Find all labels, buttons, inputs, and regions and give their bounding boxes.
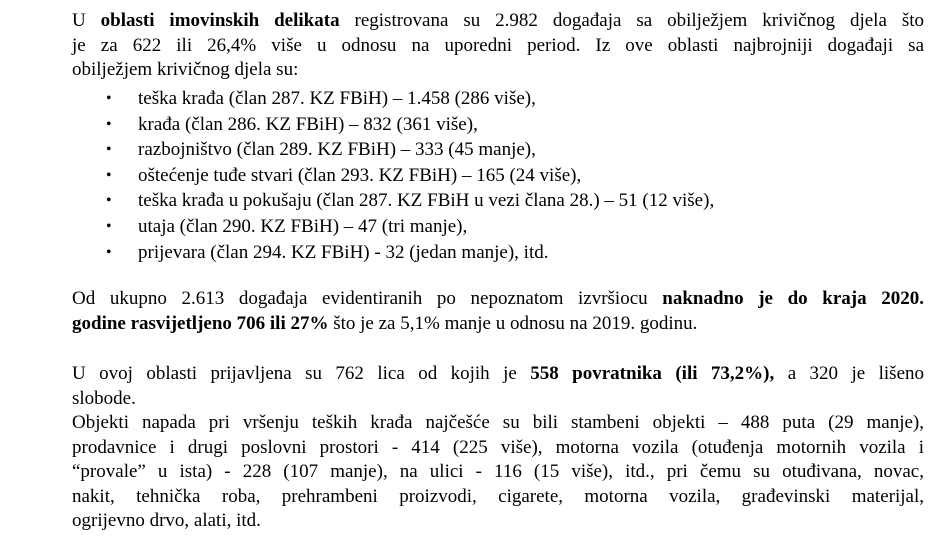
paragraph-persons-reported <box>72 362 924 411</box>
list-item <box>72 112 714 138</box>
list-item <box>72 86 714 112</box>
para4-line2: prodavnice i drugi poslovni prostori - 414 (225 više), motorna vozila (otuđenja motornih vozila i <box>72 436 924 458</box>
para3-line2: slobode. <box>72 387 136 409</box>
list-item-text: teška krađa (član 287. KZ FBiH) – 1.458 (286 više), <box>138 88 536 109</box>
para1-line1 <box>72 9 924 34</box>
crime-list <box>72 86 714 265</box>
para1-lead: U <box>72 10 101 31</box>
para1-line1-rest: registrovana su 2.982 događaja sa obilježjem krivičnog djela što <box>339 10 924 31</box>
bullet-icon: • <box>106 166 112 184</box>
bullet-icon: • <box>106 141 112 159</box>
list-item-text: prijevara (član 294. KZ FBiH) - 32 (jedan manje), itd. <box>138 241 549 263</box>
bullet-icon: • <box>106 90 112 107</box>
para2-line1-plain: Od ukupno 2.613 događaja evidentiranih po nepoznatom izvršiocu <box>72 288 663 309</box>
para2-line1-bold: naknadno je do kraja 2020. <box>662 288 924 309</box>
para4-line1: Objekti napada pri vršenju teških krađa najčešće su bili stambeni objekti – 488 puta (29 manje), <box>72 412 924 433</box>
bullet-icon: • <box>106 115 112 133</box>
para3-line1 <box>72 362 924 387</box>
list-item-text: oštećenje tuđe stvari (član 293. KZ FBiH) – 165 (24 više), <box>138 164 582 186</box>
para2-line2-plain: što je za 5,1% manje u odnosu na 2019. godinu. <box>328 312 698 334</box>
paragraph-attack-targets <box>72 411 924 534</box>
para2-line2-bold: godine rasvijetljeno 706 ili 27% <box>72 312 329 334</box>
para3-line1-rest: a 320 je lišeno <box>774 363 924 384</box>
para1-line3: obilježjem krivičnog djela su: <box>72 59 299 81</box>
para3-line1-plain: U ovoj oblasti prijavljena su 762 lica od kojih je <box>72 363 531 384</box>
para4-line4: nakit, tehnička roba, prehrambeni proizvodi, cigarete, motorna vozila, građevinski materijal, <box>72 485 924 507</box>
para1-bold-term: oblasti imovinskih delikata <box>100 10 340 31</box>
para4-line3: “provale” u ista) - 228 (107 manje), na ulici - 116 (15 više), itd., pri čemu su otuđivana, novac, <box>72 461 924 483</box>
list-item-text: krađa (član 286. KZ FBiH) – 832 (361 više), <box>138 113 478 135</box>
para1-line2: je za 622 ili 26,4% više u odnosu na uporedni period. Iz ove oblasti najbrojniji događaji sa <box>72 34 924 56</box>
list-item-text: razbojništvo (član 289. KZ FBiH) – 333 (45 manje), <box>138 139 536 161</box>
list-item <box>72 188 714 214</box>
list-item-text: utaja (član 290. KZ FBiH) – 47 (tri manje), <box>138 215 468 237</box>
paragraph-property-crimes <box>72 9 924 83</box>
list-item <box>72 163 714 189</box>
para3-line1-bold: 558 povratnika (ili 73,2%), <box>530 363 775 384</box>
list-item <box>72 214 714 240</box>
para4-line5: ogrijevno drvo, alati, itd. <box>72 510 261 532</box>
list-item <box>72 137 714 163</box>
bullet-icon: • <box>106 192 112 210</box>
list-item-text: teška krađa u pokušaju (član 287. KZ FBiH u vezi člana 28.) – 51 (12 više), <box>138 190 715 212</box>
para2-line2 <box>72 312 924 337</box>
bullet-icon: • <box>106 243 112 261</box>
bullet-icon: • <box>106 217 112 235</box>
list-item <box>72 240 714 266</box>
para2-line1 <box>72 287 924 312</box>
paragraph-resolved-events <box>72 287 924 336</box>
